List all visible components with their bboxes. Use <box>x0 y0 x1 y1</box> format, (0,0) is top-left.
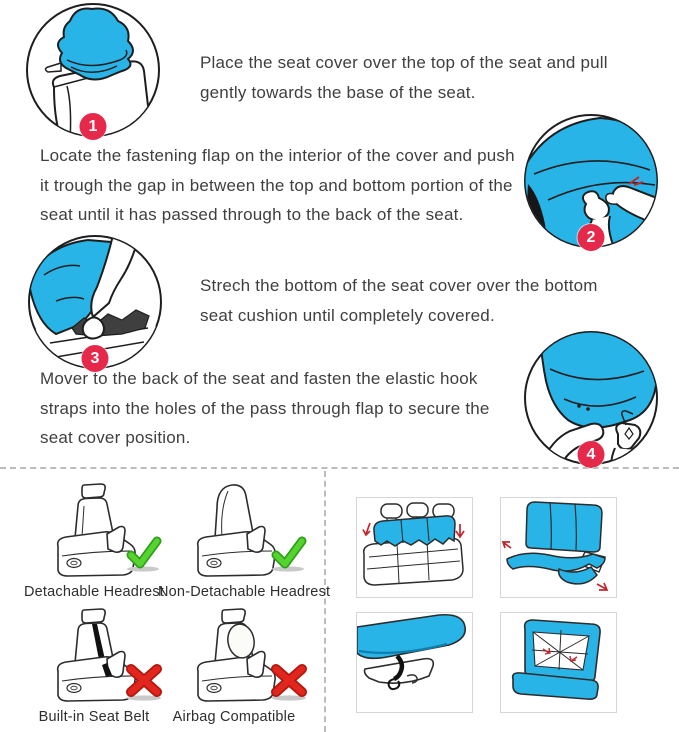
compat-label: Built-in Seat Belt <box>38 709 150 725</box>
step-1-number: 1 <box>88 117 98 135</box>
bench-bottom-cover-stretch-icon <box>501 498 616 597</box>
step-2-number: 2 <box>586 228 596 246</box>
step-4-text: Mover to the back of the seat and fasten the elastic hook straps into the holes of the pass through flap to secure the seat cover position. <box>40 369 490 447</box>
step-1-text: Place the seat cover over the top of the seat and pull gently towards the base of the seat. <box>200 53 608 102</box>
step-3-number: 3 <box>90 349 100 367</box>
bench-cover-over-backrest-icon <box>357 498 472 597</box>
vertical-dashed-divider <box>324 471 326 732</box>
bench-panel-cover-over-backrest <box>356 497 473 598</box>
horizontal-dashed-divider <box>0 467 679 469</box>
compat-item-detachable-headrest <box>23 482 165 600</box>
compat-item-non-detachable-headrest <box>158 482 331 600</box>
check-icon <box>268 534 308 574</box>
compat-label: Airbag Compatible <box>172 709 296 725</box>
step-3-text: Strech the bottom of the seat cover over the bottom seat cushion until completely covered. <box>200 276 598 325</box>
bench-panel-hook-strap-closeup <box>356 612 473 713</box>
compat-label: Detachable Headrest <box>23 584 165 600</box>
bench-panel-rear-straps <box>500 612 617 713</box>
compat-item-built-in-seat-belt <box>23 607 165 725</box>
bench-panel-bottom-cover-stretch <box>500 497 617 598</box>
step-1-illustration <box>24 1 162 139</box>
step-4-number: 4 <box>586 445 596 463</box>
cross-icon <box>268 661 310 703</box>
hook-strap-closeup-icon <box>357 613 472 712</box>
step-4-badge <box>578 441 605 468</box>
step-2-badge <box>578 224 605 251</box>
step-2-text: Locate the fastening flap on the interior of the cover and push it trough the gap in between the top and bottom portion of the seat until it has passed through to the back of the seat. <box>40 146 515 224</box>
compat-item-airbag <box>158 607 310 725</box>
check-icon <box>123 534 163 574</box>
step-1-badge <box>80 113 107 140</box>
step-4-illustration <box>522 329 660 467</box>
step-2-illustration <box>522 112 660 250</box>
rear-straps-crisscross-icon <box>501 613 616 712</box>
step-3-illustration <box>26 233 164 371</box>
compat-label: Non-Detachable Headrest <box>158 584 331 600</box>
